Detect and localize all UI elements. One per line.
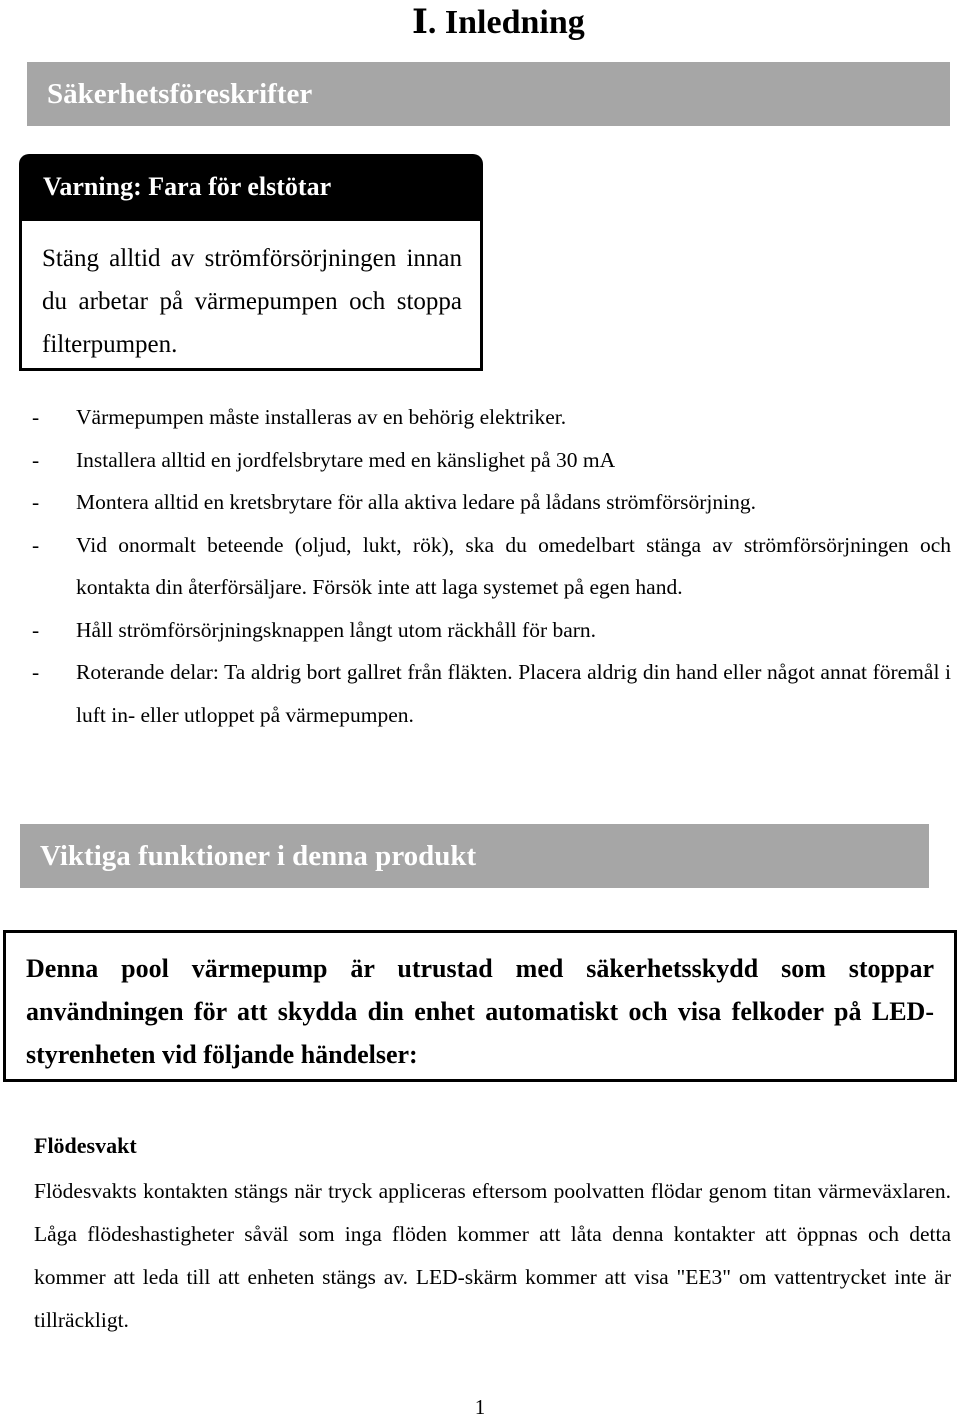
safety-rules-list <box>30 396 951 736</box>
list-item: - Roterande delar: Ta aldrig bort gallret från fläkten. Placera aldrig din hand eller något annat föremål i luft in- eller utloppet på värmepumpen. <box>30 651 951 736</box>
list-item: - Värmepumpen måste installeras av en behörig elektriker. <box>30 396 951 439</box>
page-number: 1 <box>474 1395 486 1419</box>
list-item: - Vid onormalt beteende (oljud, lukt, rök), ska du omedelbart stänga av strömförsörjningen och kontakta din återförsäljare. Försök inte att laga systemet på egen hand. <box>30 524 951 609</box>
safety-heading: Säkerhetsföreskrifter <box>27 62 950 126</box>
features-heading: Viktiga funktioner i denna produkt <box>20 824 929 888</box>
list-item: - Montera alltid en kretsbrytare för alla aktiva ledare på lådans strömförsörjning. <box>30 481 951 524</box>
list-item: - Installera alltid en jordfelsbrytare med en känslighet på 30 mA <box>30 439 951 482</box>
warning-box: Stäng alltid av strömförsörjningen innan du arbetar på värmepumpen och stoppa filterpumpen. <box>19 218 483 371</box>
flow-switch-text: Flödesvakts kontakten stängs när tryck appliceras eftersom poolvatten flödar genom titan värmeväxlaren. Låga flödeshastigheter såväl som inga flöden kommer att låta denna kontakter att öppnas och detta kommer att leda till att enheten stängs av. LED-skärm kommer att visa "EE3" om vattentrycket inte är tillräckligt. <box>34 1179 951 1332</box>
flow-switch-title: Flödesvakt <box>34 1133 137 1158</box>
protection-notice-box: Denna pool värmepump är utrustad med säkerhetsskydd som stoppar användningen för att skydda din enhet automatiskt och visa felkoder på LED-styrenheten vid följande händelser: <box>3 930 957 1082</box>
list-item: - Håll strömförsörjningsknappen långt utom räckhåll för barn. <box>30 609 951 652</box>
chapter-title: Ⅰ. Inledning <box>412 4 585 41</box>
warning-title: Varning: Fara för elstötar <box>19 154 483 220</box>
